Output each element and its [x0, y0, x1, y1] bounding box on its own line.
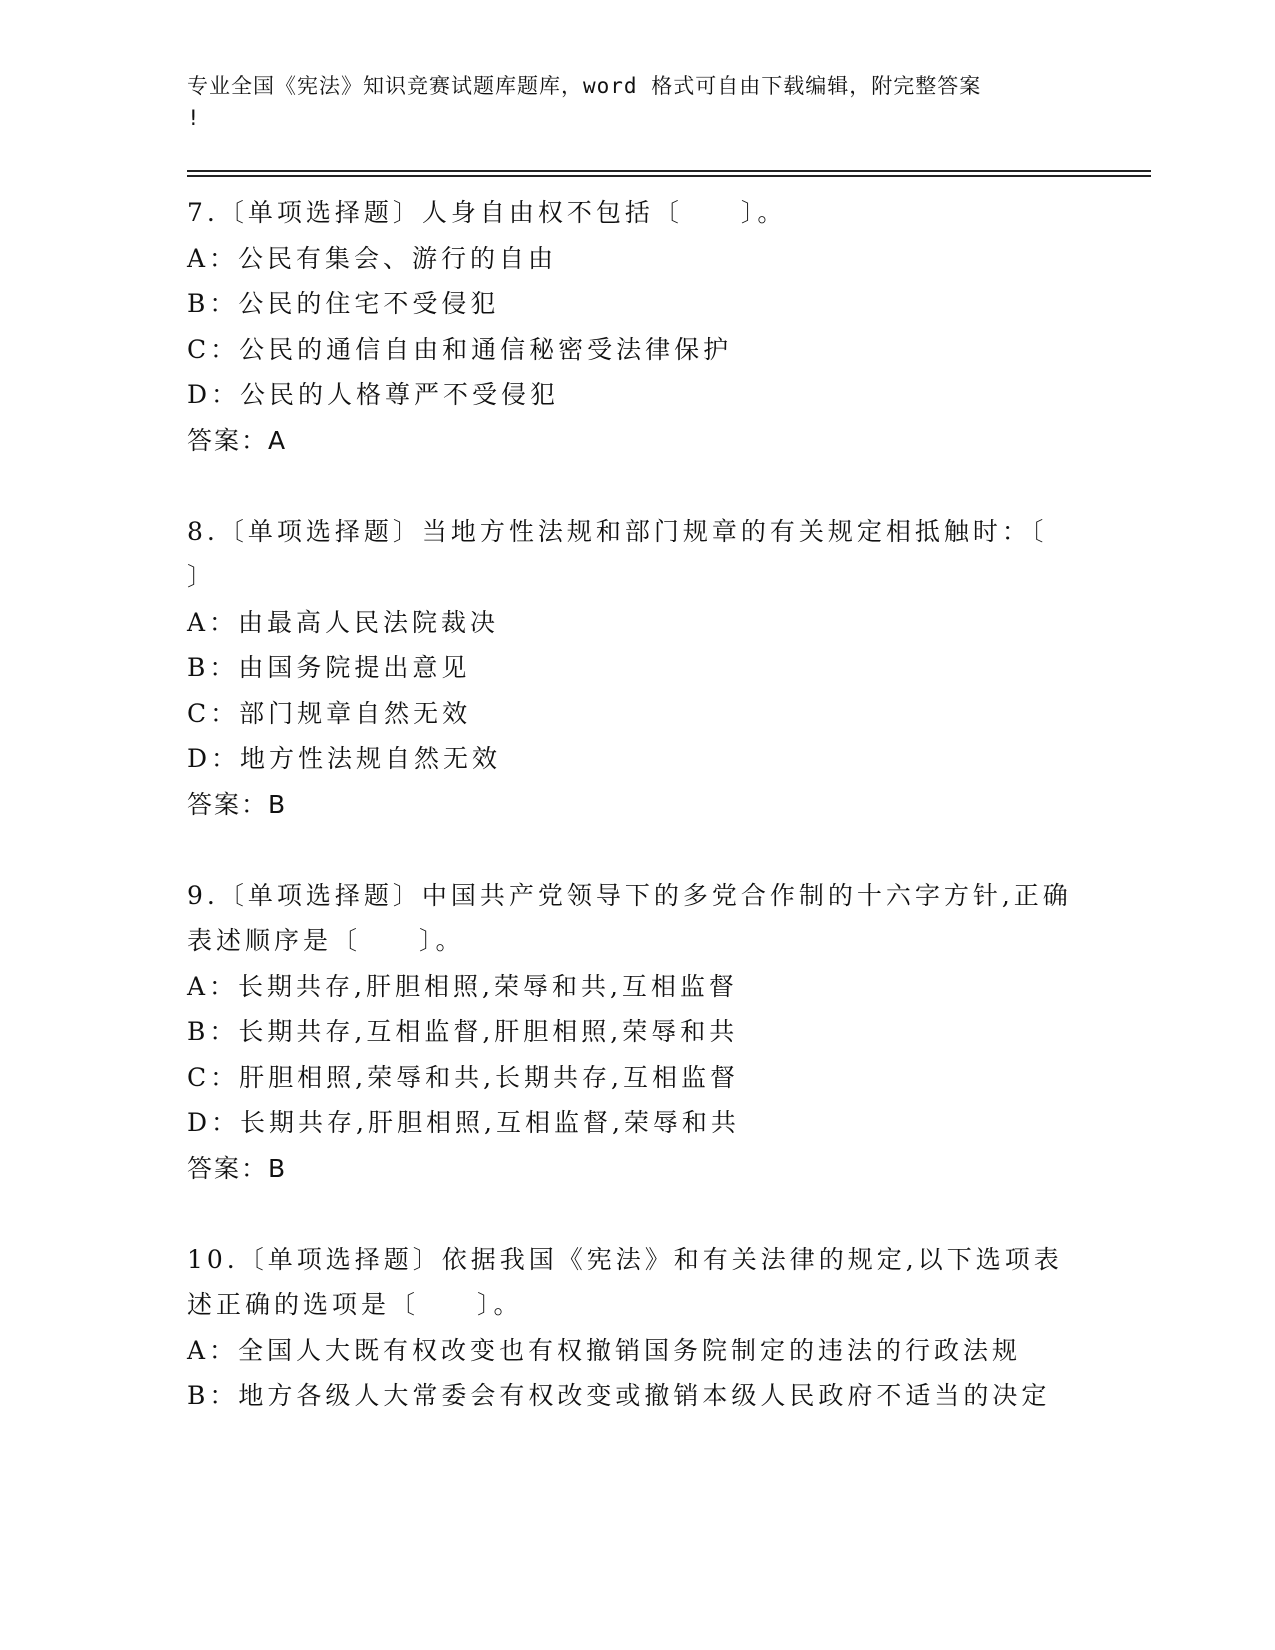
question-stem	[187, 190, 1087, 236]
header-divider-bottom	[187, 175, 1151, 177]
header-divider-top	[187, 170, 1151, 172]
document-header	[187, 70, 1067, 134]
question-text: 〔单项选择题〕依据我国《宪法》和有关法律的规定,以下选项表	[238, 1244, 1063, 1274]
answer-line: 答案：A	[187, 425, 288, 455]
question-9	[187, 873, 1087, 1192]
option-c: C：公民的通信自由和通信秘密受法律保护	[187, 334, 733, 364]
option-b: B：公民的住宅不受侵犯	[187, 289, 500, 318]
question-8	[187, 509, 1087, 828]
question-number: 10.	[187, 1244, 239, 1274]
option-a: A：全国人大既有权改变也有权撤销国务院制定的违法的行政法规	[187, 1335, 1022, 1365]
question-stem	[187, 1237, 1087, 1283]
option-d: D：地方性法规自然无效	[187, 744, 502, 773]
option-c: C：部门规章自然无效	[187, 698, 472, 728]
answer-line: 答案：B	[187, 1153, 288, 1183]
question-number: 9.	[187, 880, 219, 910]
answer-line: 答案：B	[187, 789, 288, 819]
option-c: C：肝胆相照,荣辱和共,长期共存,互相监督	[187, 1062, 739, 1092]
option-a: A：由最高人民法院裁决	[187, 607, 500, 637]
question-text: 〔单项选择题〕当地方性法规和部门规章的有关规定相抵触时：〔	[218, 516, 1048, 546]
question-text-continuation: 〕	[187, 562, 217, 591]
question-text-continuation: 表述顺序是〔 〕。	[187, 926, 465, 955]
header-title-continuation: !	[187, 106, 201, 130]
question-10	[187, 1237, 1087, 1419]
option-b: B：长期共存,互相监督,肝胆相照,荣辱和共	[187, 1017, 739, 1046]
option-a: A：公民有集会、游行的自由	[187, 243, 558, 273]
question-text: 〔单项选择题〕中国共产党领导下的多党合作制的十六字方针,正确	[218, 880, 1072, 910]
question-number: 8.	[187, 516, 219, 546]
question-stem	[187, 509, 1087, 555]
question-stem	[187, 873, 1087, 919]
option-d: D：长期共存,肝胆相照,互相监督,荣辱和共	[187, 1108, 740, 1137]
question-number: 7.	[187, 198, 219, 227]
option-b: B：由国务院提出意见	[187, 653, 471, 682]
question-text-continuation: 述正确的选项是〔 〕。	[187, 1290, 523, 1319]
question-list	[187, 190, 1087, 1419]
header-title: 专业全国《宪法》知识竞赛试题库题库，word 格式可自由下载编辑，附完整答案	[187, 74, 982, 98]
option-a: A：长期共存,肝胆相照,荣辱和共,互相监督	[187, 971, 738, 1001]
option-b: B：地方各级人大常委会有权改变或撤销本级人民政府不适当的决定	[187, 1381, 1051, 1410]
option-d: D：公民的人格尊严不受侵犯	[187, 380, 560, 409]
question-7	[187, 190, 1087, 463]
question-text: 〔单项选择题〕人身自由权不包括〔 〕。	[218, 198, 787, 227]
